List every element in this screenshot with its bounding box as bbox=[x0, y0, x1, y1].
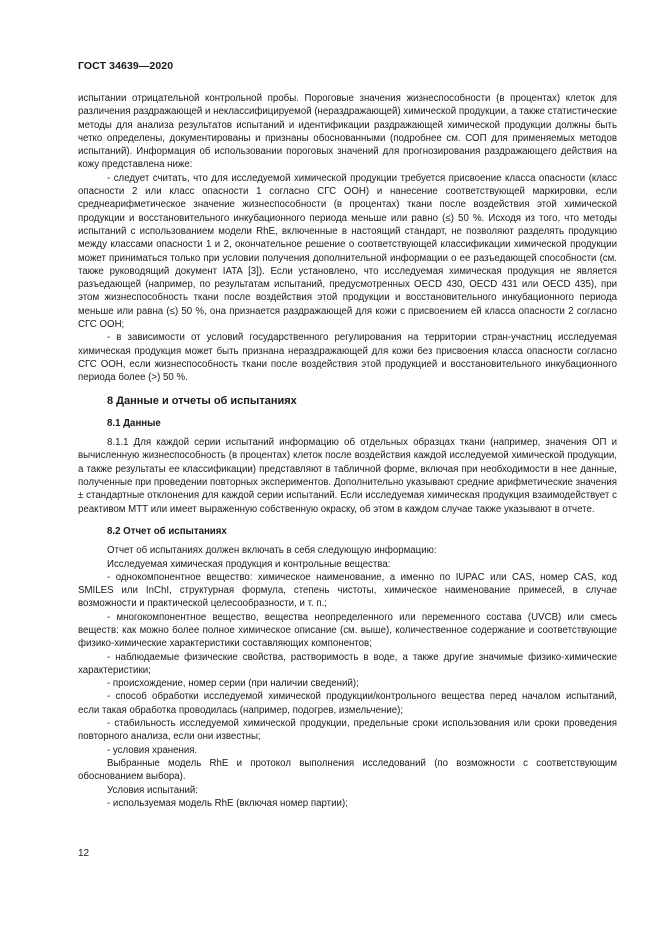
paragraph: - следует считать, что для исследуемой химической продукции требуется присвоение класса опасности (класс опасности 2 или класс опасности 1 согласно СГС ООН) и нанесение соответствующей маркировки, если среднеарифметическое значение жизнеспособности (в процентах) ткани после воздействия этой химической продукции и восстановительного инкубационного периода меньше или равно (≤) 50 %. Исходя из того, что методы испытаний с использованием модели RhE, включенные в настоящий стандарт, не позволяют разделять продукцию между классами опасности 1 и 2, окончательное решение о соответствующей классификации химической продукции может приниматься только при условии получения дополнительной информации о ее разъедающей способности (см. также руководящий документ IATA [3]). Если установлено, что исследуемая химическая продукция не является разъедающей (например, по результатам испытаний, предусмотренных OECD 430, OECD 431 или OECD 435), при этом жизнеспособность ткани после воздействия этой продукции и восстановительного инкубационного периода меньше или равна (≤) 50 %, она признается раздражающей для кожи с присвоением ей класса опасности 2 согласно СГС ООН; bbox=[78, 172, 617, 331]
section-8-1-heading: 8.1 Данные bbox=[107, 417, 161, 429]
paragraph: - в зависимости от условий государственного регулирования на территории стран-участниц исследуемая химическая продукция может быть признана нераздражающей для кожи без присвоения класса опасности согласно СГС ООН, если жизнеспособность ткани после воздействия этой продукцией и восстановительного инкубационного периода более (>) 50 %. bbox=[78, 332, 617, 384]
list-item: - используемая модель RhE (включая номер партии); bbox=[107, 797, 348, 809]
list-item: - многокомпонентное вещество, вещества неопределенного или переменного состава (UVCB) или смесь веществ: как можно более полное химическое описание (см. выше), количественное содержание и соответствующие физико-химические характеристики составляющих компонентов; bbox=[78, 611, 617, 650]
page-number: 12 bbox=[78, 848, 90, 859]
paragraph: испытании отрицательной контрольной пробы. Пороговые значения жизнеспособности (в процентах) клеток для различения раздражающей и неклассифицируемой (нераздражающей) химической продукции, а также статистические методы для анализа результатов испытаний и идентификации раздражающей химической продукции должны быть четко определены, документированы и признаны обоснованными (подробнее см. СОП для применяемых методов испытаний). Информация об использовании пороговых значений для прогнозирования раздражающего действия на кожу представлена ниже: bbox=[78, 93, 617, 171]
list-item: Условия испытаний: bbox=[107, 784, 199, 796]
section-8-heading: 8 Данные и отчеты об испытаниях bbox=[107, 394, 297, 407]
section-8-2-heading: 8.2 Отчет об испытаниях bbox=[107, 525, 227, 537]
paragraph: 8.1.1 Для каждой серии испытаний информацию об отдельных образцах ткани (например, значения ОП и вычисленную жизнеспособность (в процентах) клеток после воздействия каждой исследуемой химической продукции, а также результаты ее классификации) представляют в табличной форме, включая при необходимости в нее данные, полученные при проведении повторных экспериментов. Дополнительно указывают средние арифметические значения ± стандартные отклонения для каждой серии испытаний. Если исследуемая химическая продукция взаимодействует с реактивом МТТ или имеет выраженную собственную окраску, об этом в каждом случае также указывают в отчете. bbox=[78, 437, 617, 515]
list-item: - происхождение, номер серии (при наличии сведений); bbox=[107, 678, 359, 690]
document-body bbox=[78, 92, 617, 810]
list-item: - условия хранения. bbox=[107, 744, 198, 756]
list-item: - стабильность исследуемой химической продукции, предельные сроки использования или сроки проведения повторного анализа, если они известны; bbox=[78, 718, 617, 743]
list-item: Выбранные модель RhE и протокол выполнения исследований (по возможности с соответствующим обоснованием выбора). bbox=[78, 757, 617, 783]
list-item: Отчет об испытаниях должен включать в себя следующую информацию: bbox=[107, 545, 437, 557]
list-item: Исследуемая химическая продукция и контрольные вещества: bbox=[107, 558, 391, 570]
document-header: ГОСТ 34639—2020 bbox=[78, 60, 174, 72]
list-item: - однокомпонентное вещество: химическое наименование, а именно по IUPAC или CAS, номер CAS, код SMILES или InChI, структурная формула, степень чистоты, химическое наименование примесей, в случае возможности и практической целесообразности, и т. п.; bbox=[78, 571, 617, 610]
list-item: - способ обработки исследуемой химической продукции/контрольного вещества перед началом испытаний, если такая обработка проводилась (например, подогрев, измельчение); bbox=[78, 691, 617, 716]
list-item: - наблюдаемые физические свойства, растворимость в воде, а также другие значимые физико-химические характеристики; bbox=[78, 651, 617, 676]
